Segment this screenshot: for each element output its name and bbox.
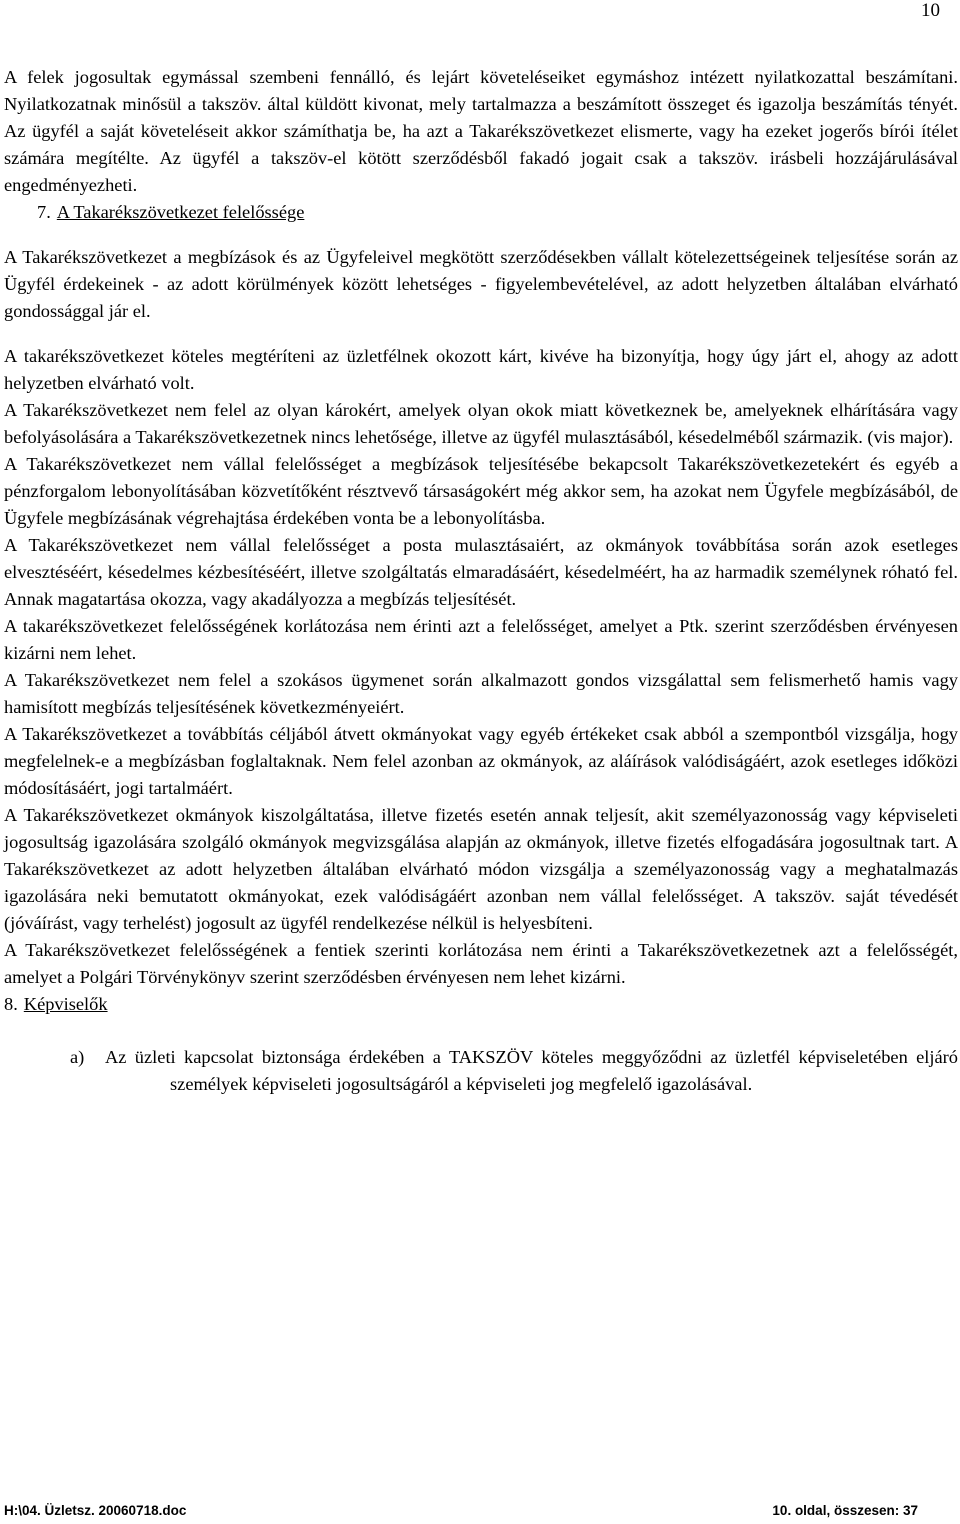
list-item-text: Az üzleti kapcsolat biztonsága érdekében a TAKSZÖV köteles meggyőződni az üzletfél képviseletében eljáró személyek képviseleti jogosultságáról a képviseleti jog megfelelő igazolásával.	[105, 1047, 958, 1094]
section-7-paragraph: A Takarékszövetkezet okmányok kiszolgáltatása, illetve fizetés esetén annak teljesít, akit személyazonosság vagy képviseleti jogosultság igazolására szolgáló okmányok megvizsgálása alapján az okmányok, illetve fizetés elfogadására jogosultnak tart. A Takarékszövetkezet az adott helyzetben általában elvárható módon vizsgálja a személyazonosság vagy a meghatalmazás igazolására neki bemutatott okmányokat, ezek valódiságáért azonban nem vállal felelősséget. A takszöv. saját tévedését (jóváírást, vagy terhelést) jogosult az ügyfél rendelkezése nélkül is helyesbíteni.	[4, 805, 958, 933]
section-7-paragraph: A Takarékszövetkezet a megbízások és az Ügyfeleivel megkötött szerződésekben vállalt kötelezettségeinek teljesítése során az Ügyfél érdekeinek - az adott körülmények között lehetséges - figyelembevételével, az adott helyzetben általában elvárható gondossággal jár el.	[4, 247, 958, 321]
section-8-heading	[4, 991, 958, 1018]
section-7-paragraph: A Takarékszövetkezet nem vállal felelősséget a megbízások teljesítésébe bekapcsolt Takarékszövetkezetekért és egyéb a pénzforgalom lebonyolításában közvetítőként résztvevő társaságokért még akkor sem, ha azokat nem Ügyfele megbízásából, de Ügyfele megbízásának végrehajtása érdekében vonta be a lebonyolításba.	[4, 454, 958, 528]
document-body	[4, 64, 958, 1098]
section-8-title: Képviselők	[23, 994, 108, 1014]
section-7-paragraph: A Takarékszövetkezet felelősségének a fentiek szerinti korlátozása nem érinti a Takarékszövetkezetnek azt a felelősségét, amelyet a Polgári Törvénykönyv szerint szerződésben érvényesen nem lehet kizárni.	[4, 940, 958, 987]
section-7-title: A Takarékszövetkezet felelőssége	[56, 202, 305, 222]
section-7-number: 7.	[37, 202, 51, 222]
section-7-paragraph: A Takarékszövetkezet nem felel az olyan károkért, amelyek olyan okok miatt következnek be, amelyeknek elhárítására vagy befolyásolására a Takarékszövetkezetnek nincs lehetősége, illetve az ügyfél mulasztásából, késedelméből származik. (vis major).	[4, 400, 958, 447]
page-number: 10	[921, 0, 940, 21]
section-7-paragraph: A Takarékszövetkezet a továbbítás céljából átvett okmányokat vagy egyéb értékeket csak abból a szempontból vizsgálja, hogy megfelelnek-e a megbízásban foglaltaknak. Nem felel azonban az okmányok, az aláírások valódiságáért, azok esetleges időközi módosításáért, jogi tartalmáért.	[4, 724, 958, 798]
section-7-paragraph: A takarékszövetkezet felelősségének korlátozása nem érinti azt a felelősséget, amelyet a Ptk. szerint szerződésben érvényesen kizárni nem lehet.	[4, 616, 958, 663]
offset-paragraph: A felek jogosultak egymással szembeni fennálló, és lejárt követeléseiket egymáshoz intézett nyilatkozattal beszámítani. Nyilatkozatnak minősül a takszöv. által küldött kivonat, mely tartalmazza a beszámított összeget és igazolja beszámítás tényét. Az ügyfél a saját követeléseit akkor számíthatja be, ha azt a Takarékszövetkezet elismerte, vagy ha ezeket jogerős bírói ítélet számára megítélte. Az ügyfél a takszöv-el kötött szerződésből fakadó jogait csak a takszöv. irásbeli hozzájárulásával engedményezheti.	[4, 67, 958, 195]
section-7-paragraph: A takarékszövetkezet köteles megtéríteni az üzletfélnek okozott kárt, kivéve ha bizonyítja, hogy úgy járt el, ahogy az adott helyzetben elvárható volt.	[4, 346, 958, 393]
footer-page-info: 10. oldal, összesen: 37	[772, 1503, 918, 1518]
section-7-paragraph: A Takarékszövetkezet nem vállal felelősséget a posta mulasztásaiért, az okmányok továbbítása során azok esetleges elvesztéséért, késedelmes kézbesítéséért, illetve szolgáltatás elmaradásáért, késedelméért, ha az harmadik személynek róható fel. Annak magatartása okozza, vagy akadályozza a megbízás teljesítését.	[4, 535, 958, 609]
list-item-marker: a)	[70, 1047, 85, 1067]
section-7-heading	[4, 199, 958, 226]
section-8-number: 8.	[4, 994, 18, 1014]
list-item	[4, 1044, 958, 1098]
section-7-paragraph: A Takarékszövetkezet nem felel a szokásos ügymenet során alkalmazott gondos vizsgálattal sem felismerhető hamis vagy hamisított megbízás teljesítésének következményeiért.	[4, 670, 958, 717]
footer-filename: H:\04. Üzletsz. 20060718.doc	[4, 1503, 187, 1518]
